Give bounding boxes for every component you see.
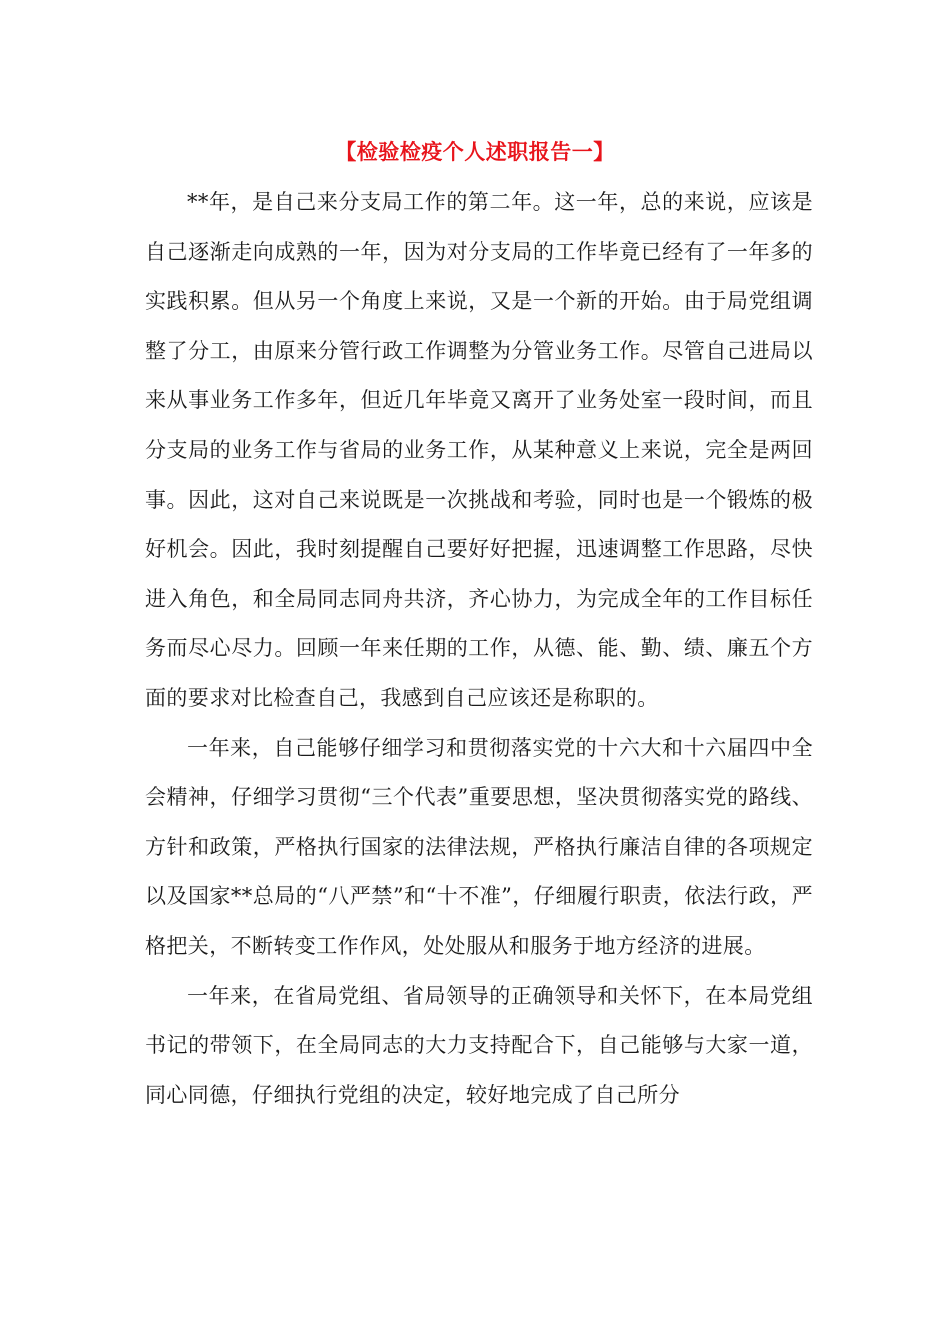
paragraph-2: 一年来，自己能够仔细学习和贯彻落实党的十六大和十六届四中全会精神，仔细学习贯彻“三个代表”重要思想，坚决贯彻落实党的路线、方针和政策，严格执行国家的法律法规，严格执行廉洁自律的各项规定以及国家**总局的“八严禁”和“十不准”，仔细履行职责，依法行政，严格把关，不断转变工作作风，处处服从和服务于地方经济的进展。 [145, 735, 813, 958]
paragraph-1: **年，是自己来分支局工作的第二年。这一年，总的来说，应该是自己逐渐走向成熟的一年，因为对分支局的工作毕竟已经有了一年多的实践积累。但从另一个角度上来说，又是一个新的开始。由于局党组调整了分工，由原来分管行政工作调整为分管业务工作。尽管自己进局以来从事业务工作多年，但近几年毕竟又离开了业务处室一段时间，而且分支局的业务工作与省局的业务工作，从某种意义上来说，完全是两回事。因此，这对自己来说既是一次挑战和考验，同时也是一个锻炼的极好机会。因此，我时刻提醒自己要好好把握，迅速调整工作思路，尽快进入角色，和全局同志同舟共济，齐心协力，为完成全年的工作目标任务而尽心尽力。回顾一年来任期的工作，从德、能、勤、绩、廉五个方面的要求对比检查自己，我感到自己应该还是称职的。 [145, 190, 813, 710]
document-body [145, 178, 813, 1120]
document-title: 【检验检疫个人述职报告一】 [335, 139, 615, 164]
paragraph-3: 一年来，在省局党组、省局领导的正确领导和关怀下，在本局党组书记的带领下，在全局同志的大力支持配合下，自己能够与大家一道，同心同德，仔细执行党组的决定，较好地完成了自己所分 [145, 983, 813, 1107]
